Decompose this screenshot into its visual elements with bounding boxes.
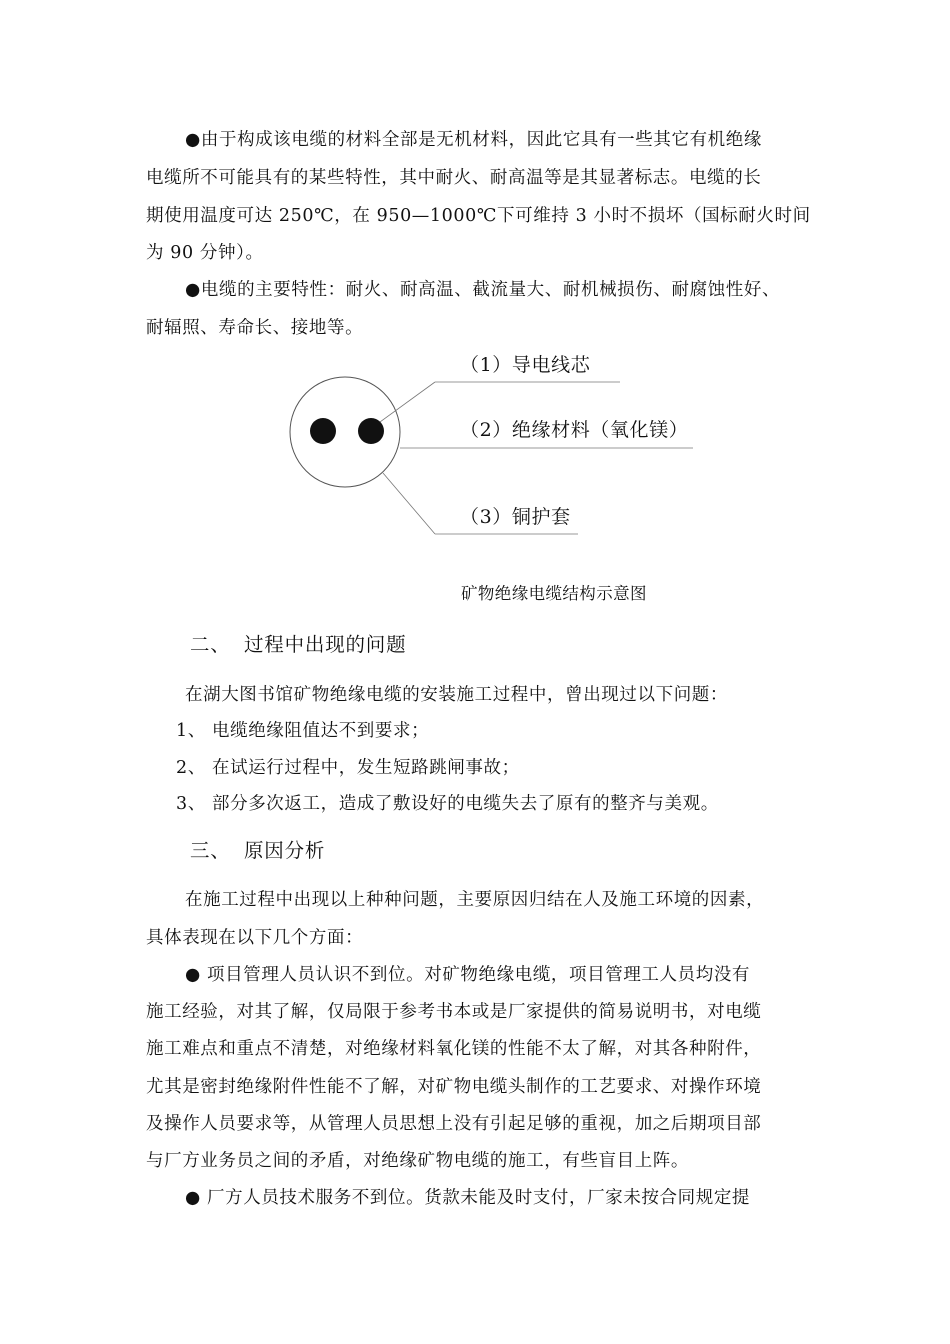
list-item <box>176 754 520 779</box>
text-line: 施工经验，对其了解，仅局限于参考书本或是厂家提供的简易说明书，对电缆 <box>146 1002 762 1022</box>
list-item <box>176 790 719 815</box>
text-line: 与厂方业务员之间的矛盾，对绝缘矿物电缆的施工，有些盲目上阵。 <box>146 1151 689 1171</box>
diagram-caption: 矿物绝缘电缆结构示意图 <box>461 584 647 603</box>
text-line: 期使用温度可达 250℃，在 950—1000℃下可维持 3 小时不损坏（国标耐火时间 <box>146 206 811 226</box>
section-heading-analysis <box>190 835 325 863</box>
text-line: 尤其是密封绝缘附件性能不了解，对矿物电缆头制作的工艺要求、对操作环境 <box>146 1077 762 1097</box>
label-copper-sheath: （3）铜护套 <box>460 506 571 528</box>
text-line: ●电缆的主要特性：耐火、耐高温、截流量大、耐机械损伤、耐腐蚀性好、 <box>185 280 781 300</box>
text-line: 及操作人员要求等，从管理人员思想上没有引起足够的重视，加之后期项目部 <box>146 1114 762 1134</box>
list-number: 3、 <box>176 794 206 814</box>
section-heading-problems <box>190 629 406 657</box>
section-number: 三、 <box>190 839 231 862</box>
cable-structure-diagram <box>0 340 950 560</box>
conductor-core-left <box>310 418 336 444</box>
list-text: 部分多次返工，造成了敷设好的电缆失去了原有的整齐与美观。 <box>212 794 719 814</box>
text-line: 在施工过程中出现以上种种问题，主要原因归结在人及施工环境的因素， <box>185 890 765 910</box>
section-title: 过程中出现的问题 <box>244 633 407 656</box>
list-text: 电缆绝缘阻值达不到要求； <box>212 721 430 741</box>
list-item <box>176 717 429 742</box>
list-number: 2、 <box>176 758 206 778</box>
section-title: 原因分析 <box>244 839 326 862</box>
list-number: 1、 <box>176 721 206 741</box>
label-conductor: （1）导电线芯 <box>460 354 591 376</box>
text-line: ● 厂方人员技术服务不到位。货款未能及时支付，厂家未按合同规定提 <box>185 1188 751 1208</box>
text-line: 耐辐照、寿命长、接地等。 <box>146 318 364 338</box>
text-line: 电缆所不可能具有的某些特性，其中耐火、耐高温等是其显著标志。电缆的长 <box>146 168 762 188</box>
text-line: ●由于构成该电缆的材料全部是无机材料，因此它具有一些其它有机绝缘 <box>185 130 762 150</box>
text-line: 具体表现在以下几个方面： <box>146 928 364 948</box>
section-intro: 在湖大图书馆矿物绝缘电缆的安装施工过程中，曾出现过以下问题： <box>185 685 728 705</box>
list-text: 在试运行过程中，发生短路跳闸事故； <box>212 758 520 778</box>
leader-line-conductor <box>380 382 435 422</box>
text-line: 施工难点和重点不清楚，对绝缘材料氧化镁的性能不太了解，对其各种附件， <box>146 1039 762 1059</box>
leader-line-sheath <box>383 473 435 534</box>
text-line: ● 项目管理人员认识不到位。对矿物绝缘电缆，项目管理工人员均没有 <box>185 965 751 985</box>
label-insulation: （2）绝缘材料（氧化镁） <box>460 419 689 441</box>
section-number: 二、 <box>190 633 231 656</box>
text-line: 为 90 分钟）。 <box>146 243 264 263</box>
